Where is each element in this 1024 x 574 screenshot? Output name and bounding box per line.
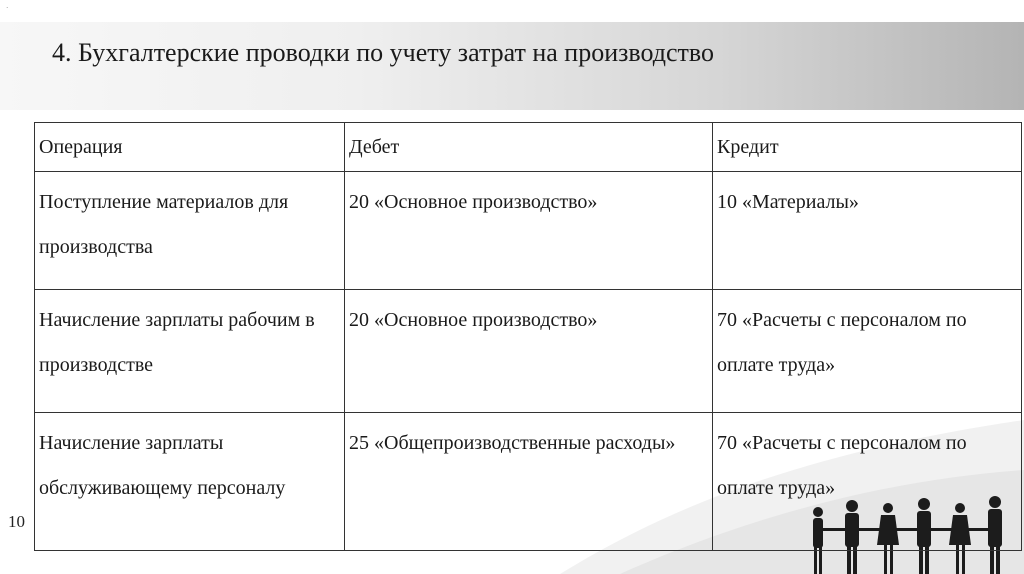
cell-credit: 70 «Расчеты с персоналом по оплате труда» [713, 290, 1022, 413]
header-operation: Операция [35, 123, 345, 172]
cell-debit: 20 «Основное производство» [345, 290, 713, 413]
table-row [35, 290, 1022, 413]
cell-operation: Начисление зарплаты обслуживающему персоналу [35, 413, 345, 551]
cell-operation: Начисление зарплаты рабочим в производстве [35, 290, 345, 413]
header-credit: Кредит [713, 123, 1022, 172]
slide-title: 4. Бухгалтерские проводки по учету затрат на производство [52, 38, 714, 67]
cell-credit: 10 «Материалы» [713, 172, 1022, 290]
cell-debit: 25 «Общепроизводственные расходы» [345, 413, 713, 551]
table-header-row [35, 123, 1022, 172]
cell-credit: 70 «Расчеты с персоналом по оплате труда» [713, 413, 1022, 551]
table-row [35, 413, 1022, 551]
table-row [35, 172, 1022, 290]
corner-mark: · [6, 4, 9, 12]
header-debit: Дебет [345, 123, 713, 172]
cell-operation: Поступление материалов для производства [35, 172, 345, 290]
accounting-entries-table [34, 122, 1022, 551]
slide-number: 10 [8, 512, 25, 531]
cell-debit: 20 «Основное производство» [345, 172, 713, 290]
